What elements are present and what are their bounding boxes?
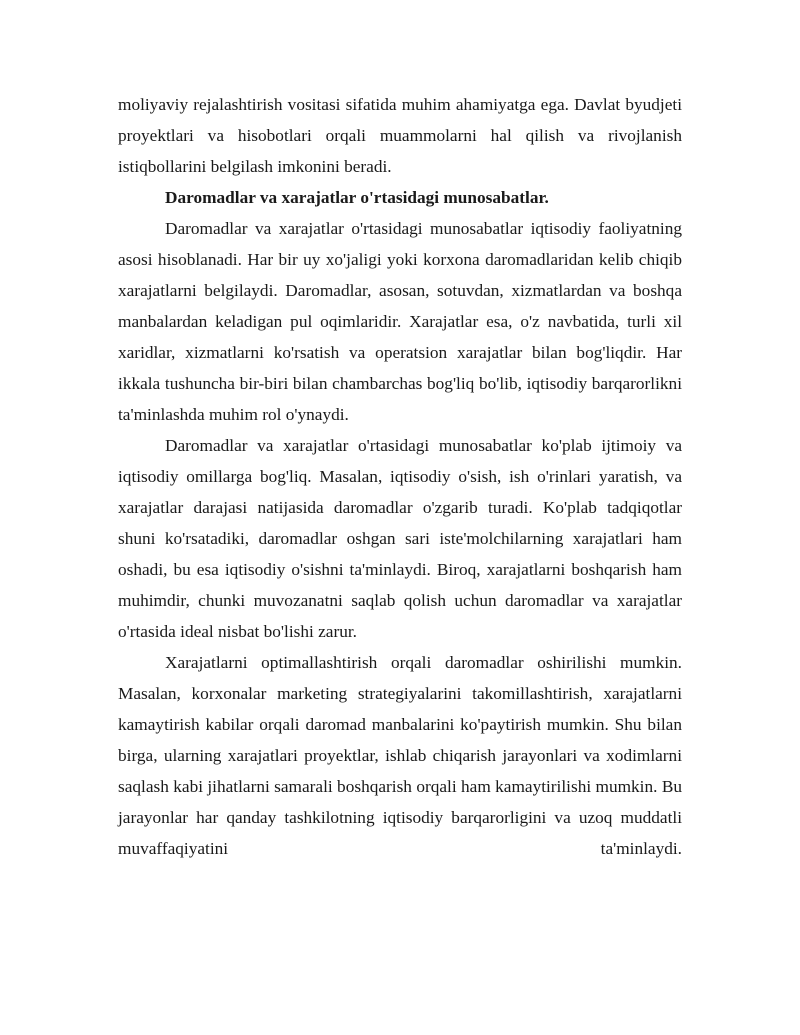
section-heading: Daromadlar va xarajatlar o'rtasidagi munosabatlar. (165, 188, 549, 207)
paragraph-2: Daromadlar va xarajatlar o'rtasidagi munosabatlar ko'plab ijtimoiy va iqtisodiy omillarga bog'liq. Masalan, iqtisodiy o'sish, ish o'rinlari yaratish, va xarajatlar darajasi natijasida daromadlar o'zgarib turadi. Ko'plab tadqiqotlar shuni ko'rsatadiki, daromadlar oshgan sari iste'molchilarning xarajatlari ham oshadi, bu esa iqtisodiy o'sishni ta'minlaydi. Biroq, xarajatlarni boshqarish ham muhimdir, chunki muvozanatni saqlab qolish uchun daromadlar va xarajatlar o'rtasida ideal nisbat bo'lishi zarur. (118, 436, 682, 641)
paragraph-1: Daromadlar va xarajatlar o'rtasidagi munosabatlar iqtisodiy faoliyatning asosi hisoblanadi. Har bir uy xo'jaligi yoki korxona daromadlaridan kelib chiqib xarajatlarni belgilaydi. Daromadlar, asosan, sotuvdan, xizmatlardan va boshqa manbalardan keladigan pul oqimlaridir. Xarajatlar esa, o'z navbatida, turli xil xaridlar, xizmatlarni ko'rsatish va operatsion xarajatlar bilan bog'liqdir. Har ikkala tushuncha bir-biri bilan chambarchas bog'liq bo'lib, iqtisodiy barqarorlikni ta'minlashda muhim rol o'ynaydi. (118, 219, 682, 424)
paragraph-intro: moliyaviy rejalashtirish vositasi sifatida muhim ahamiyatga ega. Davlat byudjeti proyektlari va hisobotlari orqali muammolarni hal qilish va rivojlanish istiqbollarini belgilash imkonini beradi. (118, 95, 682, 176)
paragraph-3: Xarajatlarni optimallashtirish orqali daromadlar oshirilishi mumkin. Masalan, korxonalar marketing strategiyalarini takomillashtirish, xarajatlarni kamaytirish kabilar orqali daromad manbalarini ko'paytirish mumkin. Shu bilan birga, ularning xarajatlari proyektlar, ishlab chiqarish jarayonlari va xodimlarni saqlash kabi jihatlarni samarali boshqarish orqali ham kamaytirilishi mumkin. Bu jarayonlar har qanday tashkilotning iqtisodiy barqarorligini va uzoq muddatli muvaffaqiyatini ta'minlaydi. (118, 653, 682, 858)
document-body (118, 89, 682, 864)
